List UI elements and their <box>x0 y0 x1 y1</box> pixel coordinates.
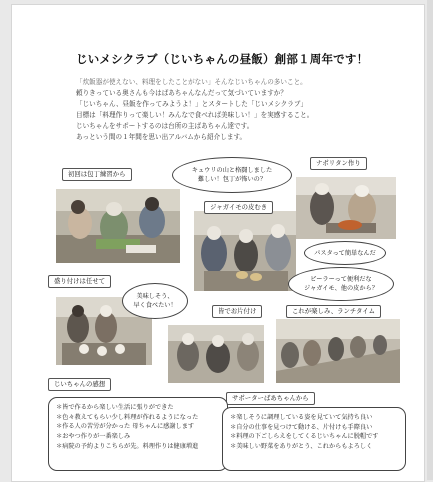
bubble-line: ピーラーって便利だな <box>310 276 372 283</box>
bullet-mark: ＊ <box>56 413 63 421</box>
bubble-cucumber <box>172 157 292 193</box>
impression-item <box>56 442 220 452</box>
impression-text: 作る人の苦労が分かった 母ちゃんに感謝します <box>62 423 195 431</box>
photo-lunch-time <box>276 319 400 383</box>
bullet-mark: ＊ <box>230 423 237 431</box>
impression-item <box>56 403 220 413</box>
caption-napolitan: ナポリタン作り <box>310 157 367 170</box>
bubble-line: 美味しそう、 <box>136 293 174 300</box>
bullet-mark: ＊ <box>56 423 63 431</box>
photo-cleanup <box>168 325 264 383</box>
supporters-box <box>222 407 406 471</box>
bubble-line: パスタって簡単なんだ <box>314 249 376 257</box>
supporter-item <box>230 442 398 452</box>
impression-text: 皆で作るから楽しい生活に張りができた <box>62 404 174 411</box>
photo-knife-practice <box>56 189 180 263</box>
bubble-pasta <box>304 241 386 265</box>
caption-lunch-time: これが楽しみ、ランチタイム <box>286 305 381 318</box>
impression-item <box>56 422 220 432</box>
impression-text: 病院の予約よりこちらが先。料理作りは健康増進 <box>62 442 199 450</box>
impression-item <box>56 432 220 442</box>
supporter-item <box>230 423 398 433</box>
supporter-text: 美味しい野菜をありがとう、これからもよろしく <box>236 443 373 451</box>
caption-supporters: サポーターばあちゃんから <box>226 392 315 405</box>
intro-line: 目標は「料理作りって楽しい！みんなで食べれば美味しい！」を実感すること。 <box>76 111 314 120</box>
photo-potato-peeling <box>194 211 296 291</box>
impressions-box <box>48 397 228 471</box>
bubble-line: ジャガイモ、他の皮から？ <box>304 285 378 292</box>
supporter-text: 楽しそうに調理している姿を見ていて気持ち良い <box>236 414 373 421</box>
caption-knife-practice: 初回は包丁練習から <box>62 168 132 181</box>
scrollbar-track[interactable] <box>427 0 433 480</box>
bullet-mark: ＊ <box>230 443 237 451</box>
caption-potato-peeling: ジャガイモの皮むき <box>204 201 273 214</box>
intro-line: じいちゃんをサポートするのは台所の主ばあちゃん達です。 <box>76 122 254 131</box>
caption-plating: 盛り付けは任せて <box>48 275 111 288</box>
bullet-mark: ＊ <box>56 404 63 411</box>
supporter-item <box>230 413 398 423</box>
intro-paragraph <box>76 77 313 144</box>
bullet-mark: ＊ <box>56 433 63 441</box>
bubble-peeler <box>288 267 394 301</box>
caption-cleanup: 皆でお片付け <box>212 305 262 318</box>
page-title: じいメシクラブ（じいちゃんの昼飯）創部１周年です！ <box>76 52 369 66</box>
document-page <box>11 4 425 482</box>
bubble-line: 難しい！包丁が怖いの？ <box>197 176 267 183</box>
bubble-line: キュウリの山と格闘しました <box>191 167 273 174</box>
supporter-text: 自分の仕事を見つけて動ける、片付けも手際良い <box>236 423 373 431</box>
intro-line: 「炊飯器が使えない、料理をしたことがない」そんなじいちゃんの多いこと。 <box>76 78 307 86</box>
intro-line: あっという間の１年間を思い出アルバムから紹介します。 <box>76 133 247 142</box>
photo-napolitan <box>296 177 396 239</box>
impression-item <box>56 413 220 423</box>
supporter-item <box>230 432 398 442</box>
bullet-mark: ＊ <box>56 442 63 450</box>
bullet-mark: ＊ <box>230 433 237 441</box>
bubble-tasty <box>122 283 188 319</box>
impression-text: おやつ作りが一番楽しみ <box>62 433 131 441</box>
intro-line: 頼りきっている奥さんも今はぱあちゃんなんだって気づいていますか？ <box>76 89 287 98</box>
caption-impressions: じいちゃんの感想 <box>48 378 111 391</box>
bullet-mark: ＊ <box>230 414 237 421</box>
supporter-text: 料理の下ごしらえをしてくるじいちゃんに脱帽です <box>236 433 379 441</box>
impression-text: 色々教えてもらい少し料理が作れるようになった <box>62 413 199 421</box>
intro-line: 「じいちゃん、昼飯を作ってみようよ！」とスタートした「じいメシクラブ」 <box>76 100 308 109</box>
bubble-line: 早く食べたい！ <box>133 302 177 309</box>
